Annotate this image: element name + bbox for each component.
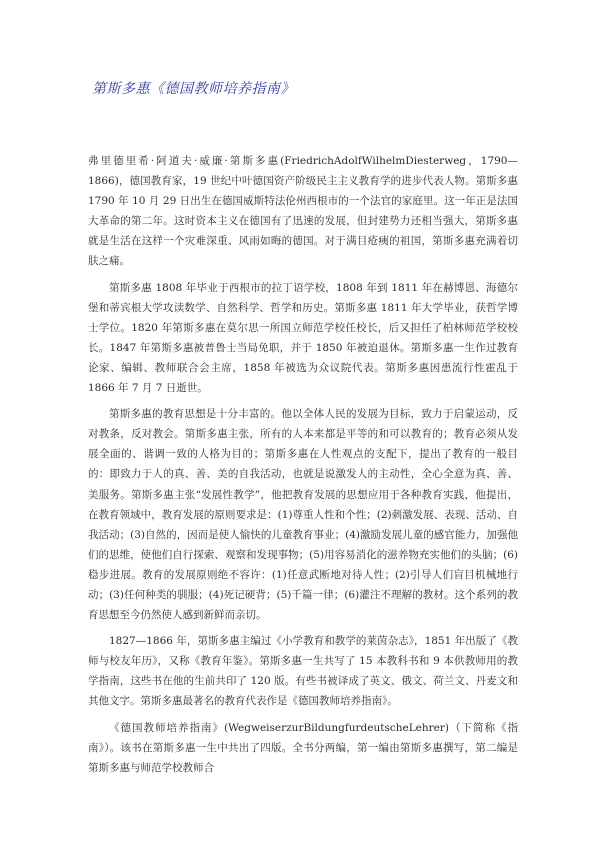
- paragraph-biography: 弗里德里希·阿道夫·威廉·第斯多惠(FriedrichAdolfWilhelmDiesterweg，1790—1866)，德国教育家，19 世纪中叶德国资产阶级民主主义教育学的进步代表人物。第斯多惠 1790 年 10 月 29 日出生在德国威斯特法伦州西根市的一个法官的家庭里。这一年正是法国大革命的第二年。这时资本主义在德国有了迅速的发展，但封建势力还相当强大，第斯多惠就是生活在这样一个灾难深重、风雨如晦的德国。对于满目疮痍的祖国，第斯多惠充满着切肤之痛。: [88, 155, 518, 268]
- paragraph-publications: 1827—1866 年，第斯多惠主编过《小学教育和教学的莱茵杂志》，1851 年出版了《教师与校友年历》，又称《教育年鉴》。第斯多惠一生共写了 15 本教科书和 9 本供教师用的教学指南，这些书在他的生前共印了 120 版。有些书被译成了英文、俄文、荷兰文、丹麦文和其他文字。第斯多惠最著名的教育代表作是《德国教师培养指南》。: [88, 635, 518, 708]
- paragraph-educational-thought: 第斯多惠的教育思想是十分丰富的。他以全体人民的发展为目标，致力于启蒙运动，反对教条，反对教会。第斯多惠主张，所有的人本来都是平等的和可以教育的；教育必须从发展全面的、谐调一致的人格为目的；第斯多惠在人性观点的支配下，提出了教育的一般目的：即致力于人的真、善、美的自我活动，也就是说激发人的主动性，全心全意为真、善、美服务。第斯多惠主张“发展性教学”，他把教育发展的思想应用于各种教育实践，他提出，在教育领域中，教育发展的原则要求是：(1)尊重人性和个性；(2)刺激发展、表现、活动、自我活动；(3)自然的，因而是使人愉快的儿童教育事业；(4)激励发展儿童的感官能力，加强他们的思维，使他们自行探索、观察和发现事物；(5)用容易消化的滋养物充实他们的头脑；(6)稳步进展。教育的发展原则绝不容许：(1)任意武断地对待人性；(2)引导人们盲目机械地行动；(3)任何种类的驯服；(4)死记硬背；(5)千篇一律；(6)灌注不理解的教材。这个系列的教育思想至今仍然使人感到新鲜而亲切。: [88, 408, 518, 622]
- paragraph-education-career: 第斯多惠 1808 年毕业于西根市的拉丁语学校，1808 年到 1811 年在赫博恩、海德尔堡和蒂宾根大学攻读数学、自然科学、哲学和历史。第斯多惠 1811 年大学毕业，获哲学博士学位。1820 年第斯多惠在莫尔思一所国立师范学校任校长，后又担任了柏林师范学校校长。1847 年第斯多惠被普鲁士当局免职，并于 1850 年被迫退休。第斯多惠一生作过教育论家、编辑、教师联合会主席，1858 年被选为众议院代表。第斯多惠因患流行性霍乱于 1866 年 7 月 7 日逝世。: [88, 281, 518, 395]
- paragraph-guide-intro: 《德国教师培养指南》(WegweiserzurBildungfurdeutscheLehrer)（下简称《指南》）。该书在第斯多惠一生中共出了四版。全书分两编，第一编由第斯多惠撰写，第二编是第斯多惠与师范学校教师合: [88, 721, 518, 774]
- document-title: 第斯多惠《德国教师培养指南》: [92, 81, 295, 97]
- document-body: [88, 151, 518, 784]
